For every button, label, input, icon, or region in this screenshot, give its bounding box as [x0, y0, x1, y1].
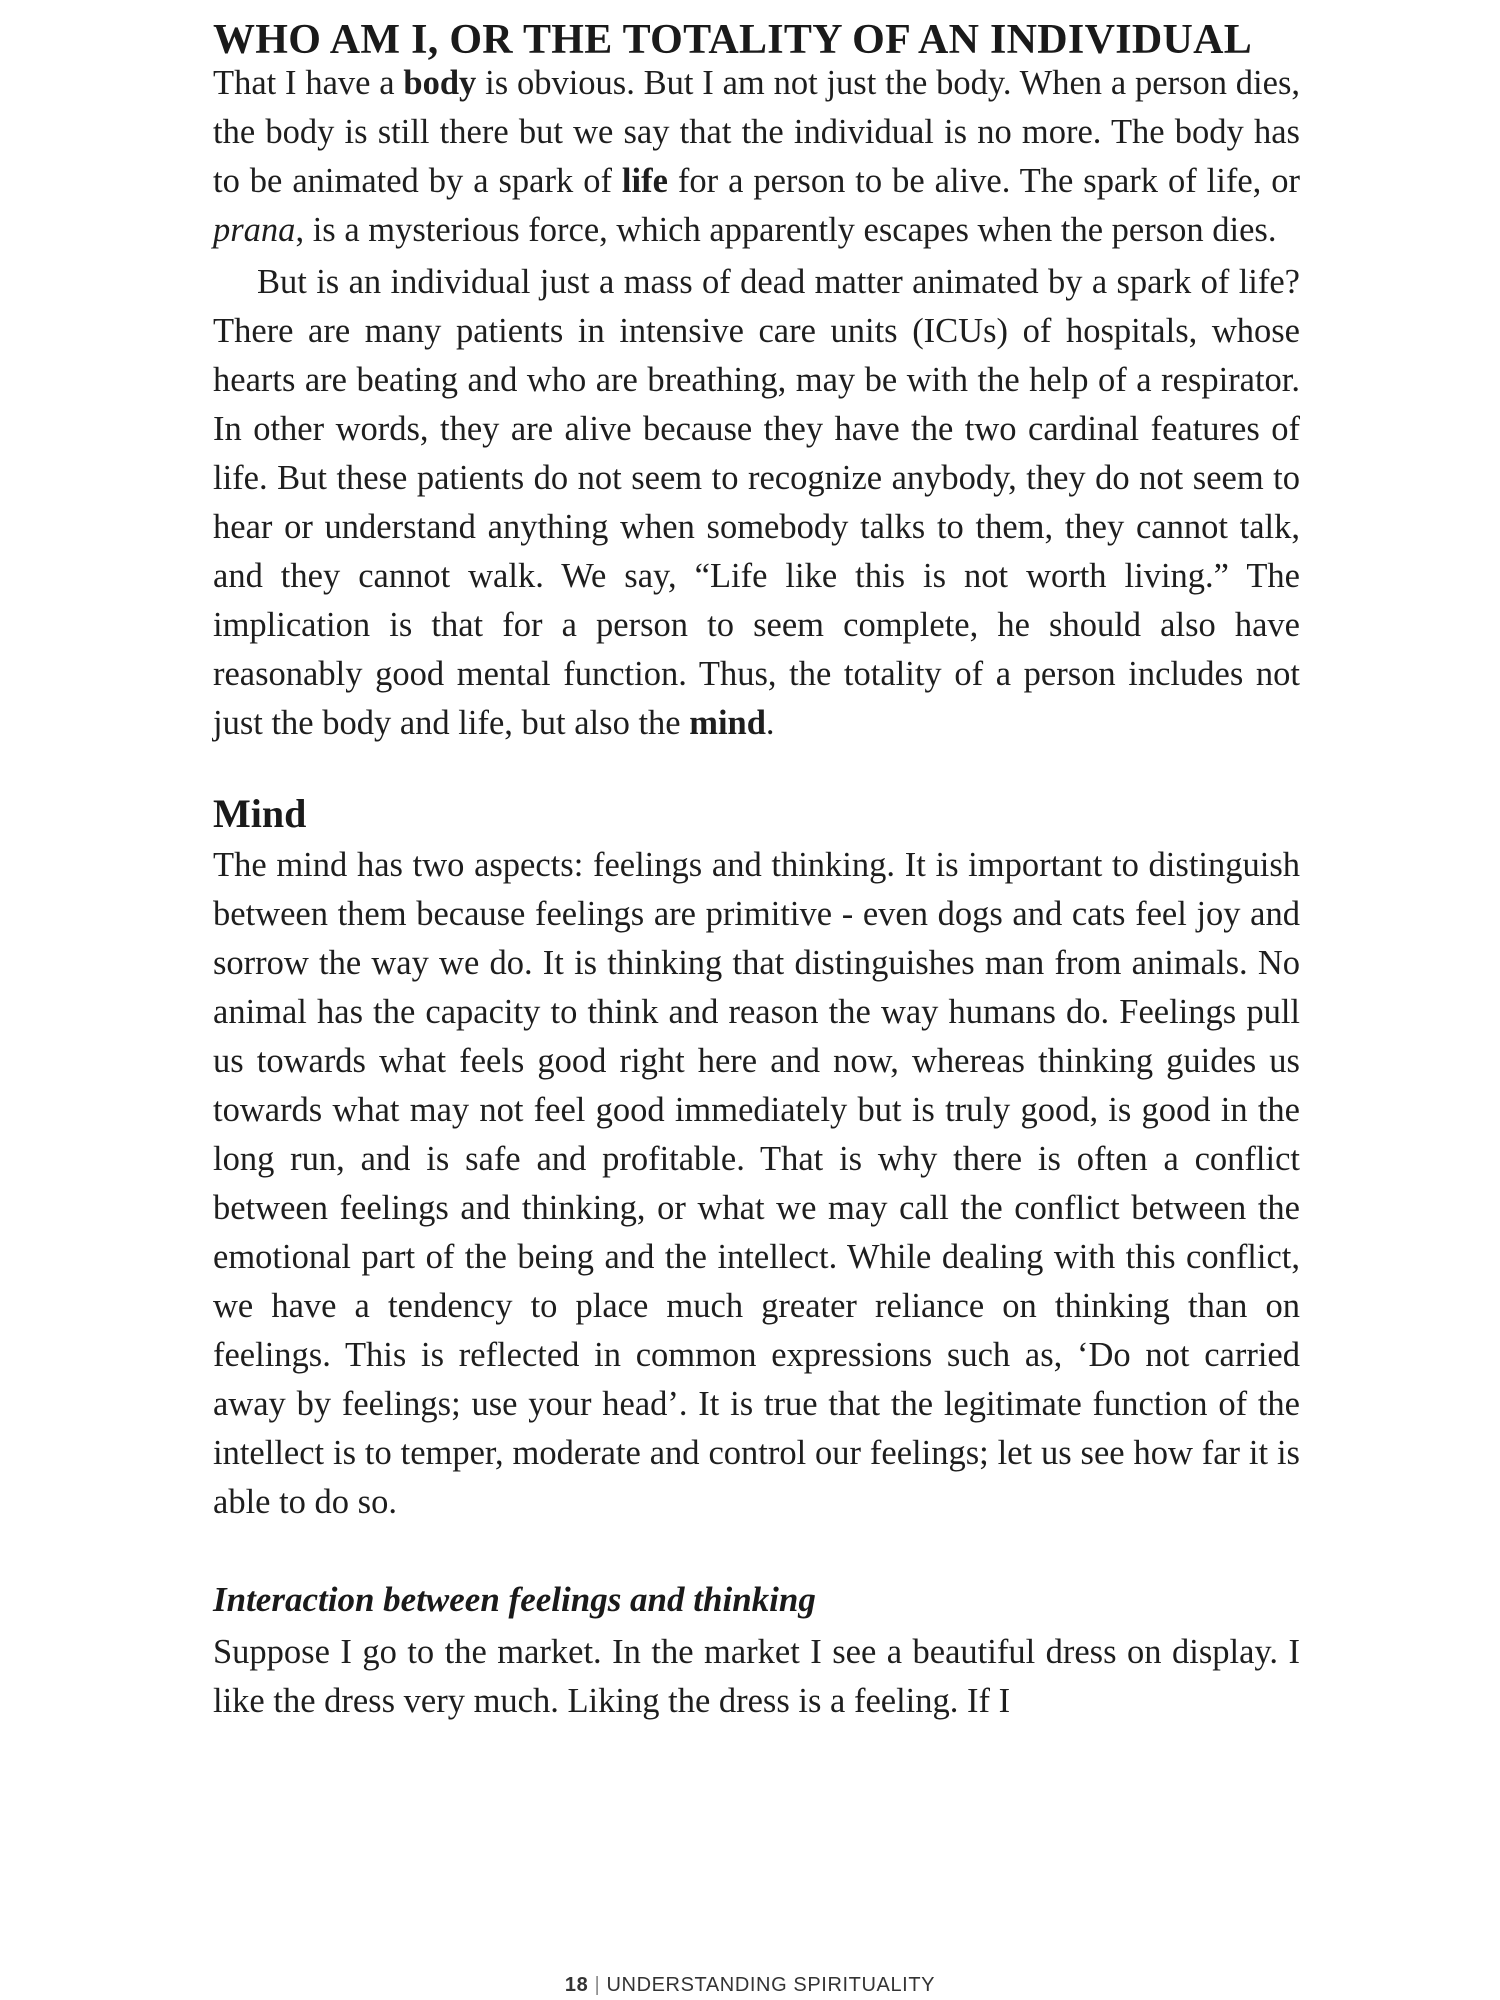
subheading-interaction: Interaction between feelings and thinking — [213, 1580, 816, 1619]
text-run: But is an individual just a mass of dead matter animated by a spark of life? There are many patients in intensive care units (ICUs) of hospitals, whose hearts are beating and who are breathing, may be with the help of a respirator. In other words, they are alive because they have the two cardinal features of life. But these patients do not seem to recognize anybody, they do not seem to hear or understand anything when somebody talks to them, they cannot talk, and they cannot walk. We say, “Life like this is not worth living.” The implication is that for a person to seem complete, he should also have reasonably good mental function. Thus, the totality of a person includes not just the body and life, but also the — [213, 263, 1300, 742]
bold-term-body: body — [403, 64, 477, 102]
paragraph-mind-aspects: The mind has two aspects: feelings and thinking. It is important to distinguish between them because feelings are primitive - even dogs and cats feel joy and sorrow the way we do. It is thinking that distinguishes man from animals. No animal has the capacity to think and reason the way humans do. Feelings pull us towards what feels good right here and now, whereas thinking guides us towards what may not feel good immediately but is truly good, is good in the long run, and is safe and profitable. That is why there is often a conflict between feelings and thinking, or what we may call the conflict between the emotional part of the being and the intellect. While dealing with this conflict, we have a tendency to place much greater reliance on thinking than on feelings. This is reflected in common expressions such as, ‘Do not carried away by feelings; use your head’. It is true that the legitimate function of the intellect is to temper, moderate and control our feelings; let us see how far it is able to do so. — [213, 846, 1300, 1521]
text-run: . — [765, 704, 775, 742]
paragraph-body-life — [213, 59, 1300, 255]
paragraph-icu-patients — [213, 258, 1300, 748]
subheading-mind: Mind — [213, 791, 307, 836]
footer-separator: | — [594, 1974, 601, 1996]
bold-term-life: life — [621, 162, 668, 200]
text-run: , is a mysterious force, which apparently escapes when the person dies. — [295, 211, 1277, 249]
text-run: for a person to be alive. The spark of life, or — [667, 162, 1300, 200]
text-run: is obvious. But I am not just the body. When a person dies, the body is still there but we say that the individual is no more. The body has to be animated by a spark of — [213, 64, 1300, 200]
book-title: UNDERSTANDING SPIRITUALITY — [606, 1974, 936, 1996]
page-footer — [0, 1974, 1500, 1997]
page-number: 18 — [564, 1974, 589, 1996]
text-run: That I have a — [213, 64, 404, 102]
text-column — [213, 17, 1300, 1726]
italic-term-prana: prana — [213, 211, 296, 249]
bold-term-mind: mind — [689, 704, 766, 742]
section-heading: WHO AM I, OR THE TOTALITY OF AN INDIVIDUAL — [213, 17, 1253, 63]
paragraph-market-example: Suppose I go to the market. In the market I see a beautiful dress on display. I like the dress very much. Liking the dress is a feeling. If I — [213, 1633, 1300, 1720]
